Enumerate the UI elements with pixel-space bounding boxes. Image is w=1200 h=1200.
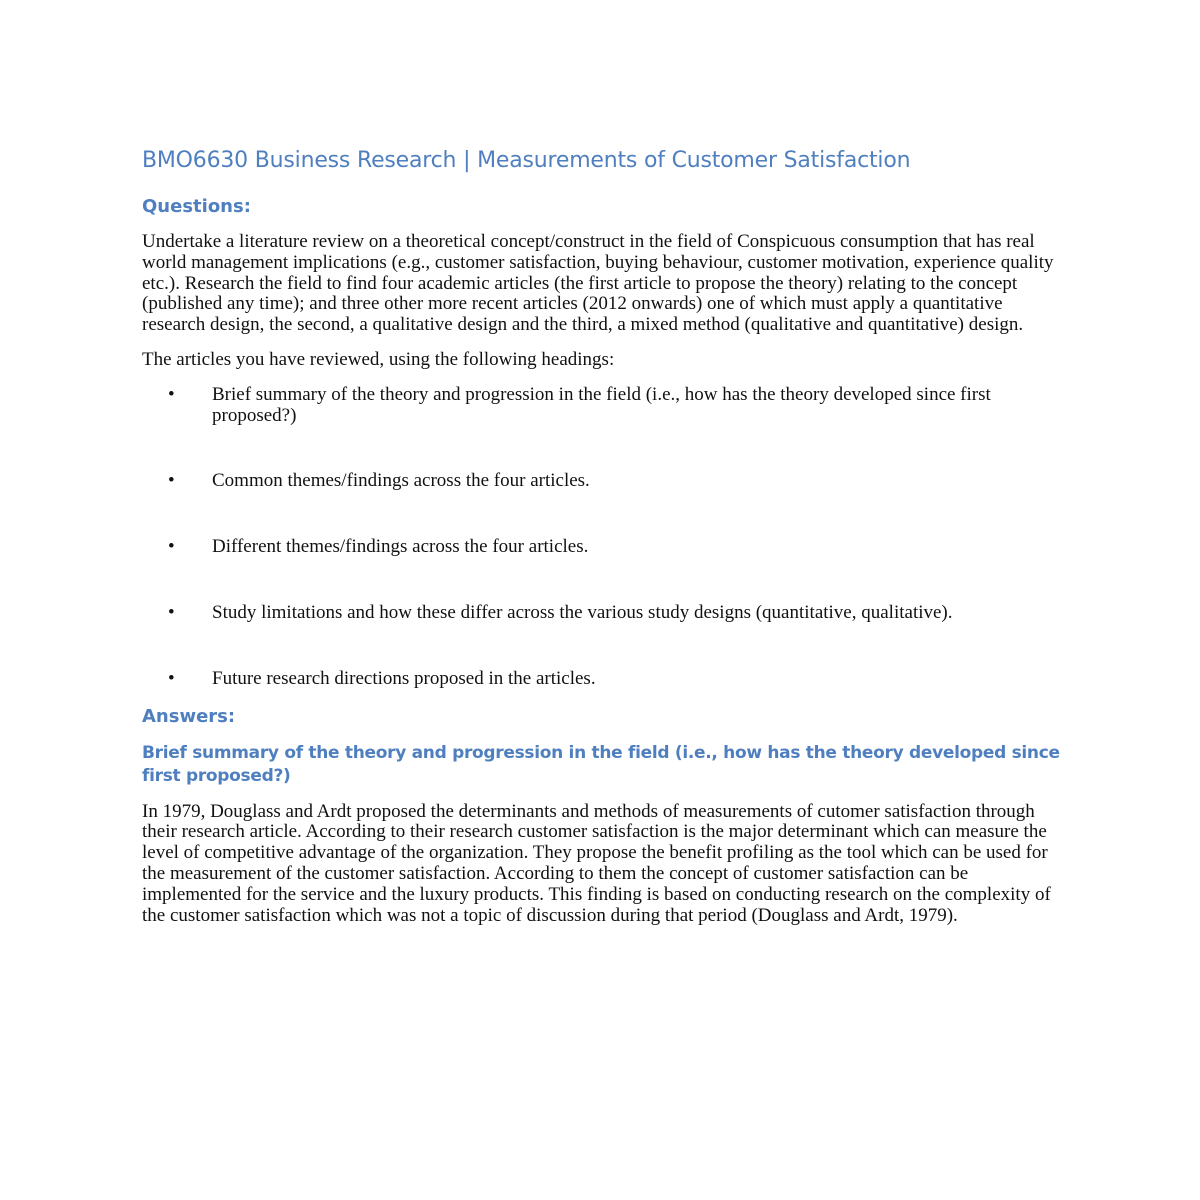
answer-paragraph: In 1979, Douglass and Ardt proposed the determinants and methods of measurements of cutomer satisfaction through their research article. According to their research customer satisfaction is the major determinant which can measure the level of competitive advantage of the organization. They propose the benefit profiling as the tool which can be used for the measurement of the customer satisfaction. According to them the concept of customer satisfaction can be implemented for the service and the luxury products. This finding is based on conducting research on the complexity of the customer satisfaction which was not a topic of discussion during that period (Douglass and Ardt, 1979). (142, 800, 1051, 926)
headings-intro: The articles you have reviewed, using the following headings: (142, 348, 615, 370)
list-item-text: Study limitations and how these differ across the various study designs (quantitative, qualitative). (212, 601, 953, 623)
list-item-text: Common themes/findings across the four articles. (212, 470, 590, 492)
bullet-icon: • (168, 383, 175, 405)
bullet-icon: • (168, 667, 175, 689)
bullet-icon: • (168, 470, 175, 492)
answer-subheading: Brief summary of the theory and progression in the field (i.e., how has the theory developed since first proposed?) (142, 742, 1060, 786)
questions-heading: Questions: (142, 196, 251, 217)
answers-heading: Answers: (142, 705, 236, 727)
bullet-icon: • (168, 536, 175, 558)
bullet-icon: • (168, 601, 175, 623)
list-item-text: Different themes/findings across the four articles. (212, 536, 589, 558)
list-item-text: Future research directions proposed in the articles. (212, 667, 596, 689)
list-item-text: Brief summary of the theory and progression in the field (i.e., how has the theory developed since first proposed?) (212, 383, 991, 426)
list-item (142, 669, 1067, 690)
document-title: BMO6630 Business Research | Measurements of Customer Satisfaction (142, 148, 911, 173)
list-item (142, 537, 1067, 558)
list-item (142, 471, 1067, 492)
headings-list (142, 385, 1067, 690)
list-item (142, 603, 1067, 624)
list-item (142, 385, 1067, 427)
document-body (142, 146, 1067, 940)
questions-paragraph: Undertake a literature review on a theoretical concept/construct in the field of Conspicuous consumption that has real world management implications (e.g., customer satisfaction, buying behaviour, customer motivation, experience quality etc.). Research the field to find four academic articles (the first article to propose the theory) relating to the concept (published any time); and three other more recent articles (2012 onwards) one of which must apply a quantitative research design, the second, a qualitative design and the third, a mixed method (qualitative and quantitative) design. (142, 231, 1054, 336)
